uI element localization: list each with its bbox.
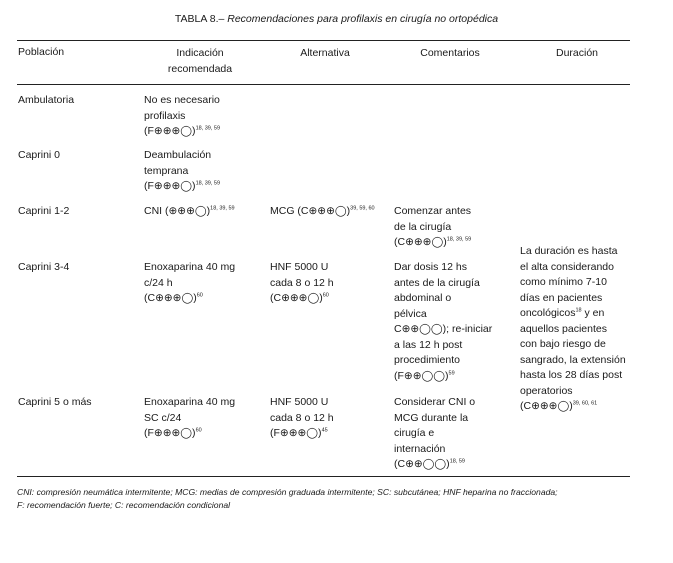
duracion-line: el alta considerando xyxy=(520,260,614,273)
indicacion-line: c/24 h xyxy=(144,276,173,289)
reference-superscript: 18, 39, 59 xyxy=(195,125,221,132)
duracion-line: sangrado, la extensión xyxy=(520,353,626,366)
evidence-grade: (F⊕⊕⊕◯) xyxy=(270,427,322,439)
alternativa-grade-line xyxy=(270,204,375,220)
alternativa-line: cada 8 o 12 h xyxy=(270,411,334,424)
indicacion-line: Enoxaparina 40 mg xyxy=(144,261,236,273)
reference-superscript: 18, 39, 59 xyxy=(195,180,221,187)
row-caprini34-poblacion: Caprini 3-4 xyxy=(18,261,70,273)
row-caprini12-indicacion xyxy=(144,204,235,220)
row-caprini34-alternativa xyxy=(270,260,334,307)
comentarios-grade-line xyxy=(394,235,471,251)
duracion-line: La duración es hasta xyxy=(520,245,618,257)
duracion-oncologicos-tail: y en xyxy=(581,307,605,319)
row-caprini12-alternativa xyxy=(270,204,375,220)
caption-title: Recomendaciones para profilaxis en cirugía no ortopédica xyxy=(227,13,499,25)
row-ambulatoria-poblacion: Ambulatoria xyxy=(18,94,75,106)
comentarios-line: a las 12 h post xyxy=(394,338,463,351)
indicacion-line: Enoxaparina 40 mg xyxy=(144,396,236,408)
reference-superscript: 18, 39, 59 xyxy=(446,236,472,243)
header-indicacion xyxy=(145,45,255,77)
comentarios-line: procedimiento xyxy=(394,354,460,366)
comentarios-line: Considerar CNI o xyxy=(394,396,476,408)
indicacion-line: Deambulación xyxy=(144,149,212,161)
header-alternativa: Alternativa xyxy=(300,47,350,59)
reference-superscript: 45 xyxy=(321,427,328,434)
evidence-grade: (C⊕⊕⊕◯) xyxy=(270,292,323,304)
comentarios-line: internación xyxy=(394,442,446,455)
indicacion-grade-line xyxy=(144,426,235,442)
alternativa-line: cada 8 o 12 h xyxy=(270,276,334,289)
row-caprini0-poblacion: Caprini 0 xyxy=(18,149,61,161)
footnote-line1: CNI: compresión neumática intermitente; MCG: medias de compresión graduada intermitente; SC: subcutánea; HNF heparina no fraccionada; xyxy=(17,487,558,497)
header-duracion: Duración xyxy=(555,47,599,59)
evidence-grade: MCG (C⊕⊕⊕◯) xyxy=(270,205,351,217)
duracion-line xyxy=(520,306,626,322)
indicacion-line: SC c/24 xyxy=(144,411,182,424)
header-indicacion-line1: Indicación xyxy=(176,47,224,59)
indicacion-line: profilaxis xyxy=(144,109,186,122)
comentarios-line: Dar dosis 12 hs xyxy=(394,261,467,273)
comentarios-line: cirugía e xyxy=(394,427,435,439)
comentarios-grade-line xyxy=(394,369,492,385)
row-caprini34-comentarios xyxy=(394,260,492,384)
evidence-grade: (C⊕⊕◯◯) xyxy=(394,458,450,470)
reference-superscript: 18, 39, 59 xyxy=(210,205,235,212)
comentarios-line: abdominal o xyxy=(394,292,452,304)
row-caprini12-poblacion: Caprini 1-2 xyxy=(18,205,70,217)
duracion-cell xyxy=(520,244,626,415)
reference-superscript: 39, 60, 61 xyxy=(572,400,598,407)
caption-label: TABLA 8.– xyxy=(174,13,228,25)
row-caprini12-comentarios xyxy=(394,204,471,251)
row-caprini5-poblacion: Caprini 5 o más xyxy=(18,396,92,408)
duracion-line: operatorios xyxy=(520,384,573,397)
comentarios-line: pélvica xyxy=(394,307,427,320)
comentarios-line: de la cirugía xyxy=(394,220,452,233)
alternativa-grade-line xyxy=(270,426,334,442)
evidence-grade: (F⊕⊕⊕◯) xyxy=(144,125,196,137)
header-comentarios: Comentarios xyxy=(420,47,480,59)
table-footnote xyxy=(17,486,657,511)
header-indicacion-line2: recomendada xyxy=(167,63,233,75)
comentarios-line: antes de la cirugía xyxy=(394,276,480,289)
indicacion-grade-line xyxy=(144,291,235,307)
duracion-line: con bajo riesgo de xyxy=(520,338,606,350)
reference-superscript: 39, 59, 60 xyxy=(350,205,375,212)
row-caprini5-indicacion xyxy=(144,395,235,442)
duracion-line: hasta los 28 días post xyxy=(520,369,623,381)
alternativa-line: HNF 5000 U xyxy=(270,396,329,408)
evidence-grade: CNI (⊕⊕⊕◯) xyxy=(144,205,211,217)
duracion-oncologicos: oncológicos xyxy=(520,307,576,319)
duracion-line: días en pacientes xyxy=(520,291,603,304)
row-caprini5-alternativa xyxy=(270,395,334,442)
indicacion-grade-line xyxy=(144,179,220,195)
reference-superscript: 59 xyxy=(448,370,455,376)
reference-superscript: 18 xyxy=(575,307,582,314)
evidence-grade: (F⊕⊕⊕◯) xyxy=(144,427,196,439)
indicacion-grade-line xyxy=(144,124,220,140)
indicacion-grade-line xyxy=(144,204,235,220)
header-rule xyxy=(17,84,630,85)
duracion-line: aquellos pacientes xyxy=(520,322,607,335)
evidence-grade: (F⊕⊕◯◯) xyxy=(394,369,449,382)
row-ambulatoria-indicacion xyxy=(144,93,220,140)
top-rule xyxy=(17,40,630,41)
comentarios-line: Comenzar antes xyxy=(394,205,472,217)
indicacion-line: No es necesario xyxy=(144,94,220,106)
evidence-grade: (F⊕⊕⊕◯) xyxy=(144,180,196,192)
duracion-grade-line xyxy=(520,399,626,415)
footnote-line2: F: recomendación fuerte; C: recomendación condicional xyxy=(17,499,231,510)
alternativa-line: HNF 5000 U xyxy=(270,261,329,273)
reference-superscript: 18, 59 xyxy=(449,458,465,465)
bottom-rule xyxy=(17,476,630,477)
evidence-grade: (C⊕⊕⊕◯) xyxy=(144,292,197,304)
reference-superscript: 60 xyxy=(195,427,202,434)
reference-superscript: 60 xyxy=(196,292,203,299)
reference-superscript: 60 xyxy=(322,292,329,299)
duracion-line: como mínimo 7-10 xyxy=(520,276,607,288)
row-caprini34-indicacion xyxy=(144,260,235,307)
alternativa-grade-line xyxy=(270,291,334,307)
header-poblacion: Población xyxy=(18,46,65,58)
evidence-grade: (C⊕⊕⊕◯) xyxy=(520,400,573,412)
comentarios-line: MCG durante la xyxy=(394,411,469,424)
indicacion-line: temprana xyxy=(144,164,189,177)
row-caprini0-indicacion xyxy=(144,148,220,195)
comentarios-line: C⊕⊕◯◯); re-iniciar xyxy=(394,323,493,335)
evidence-grade: (C⊕⊕⊕◯) xyxy=(394,236,447,248)
row-caprini5-comentarios xyxy=(394,395,475,473)
table-caption xyxy=(0,13,673,25)
comentarios-grade-line xyxy=(394,457,475,473)
